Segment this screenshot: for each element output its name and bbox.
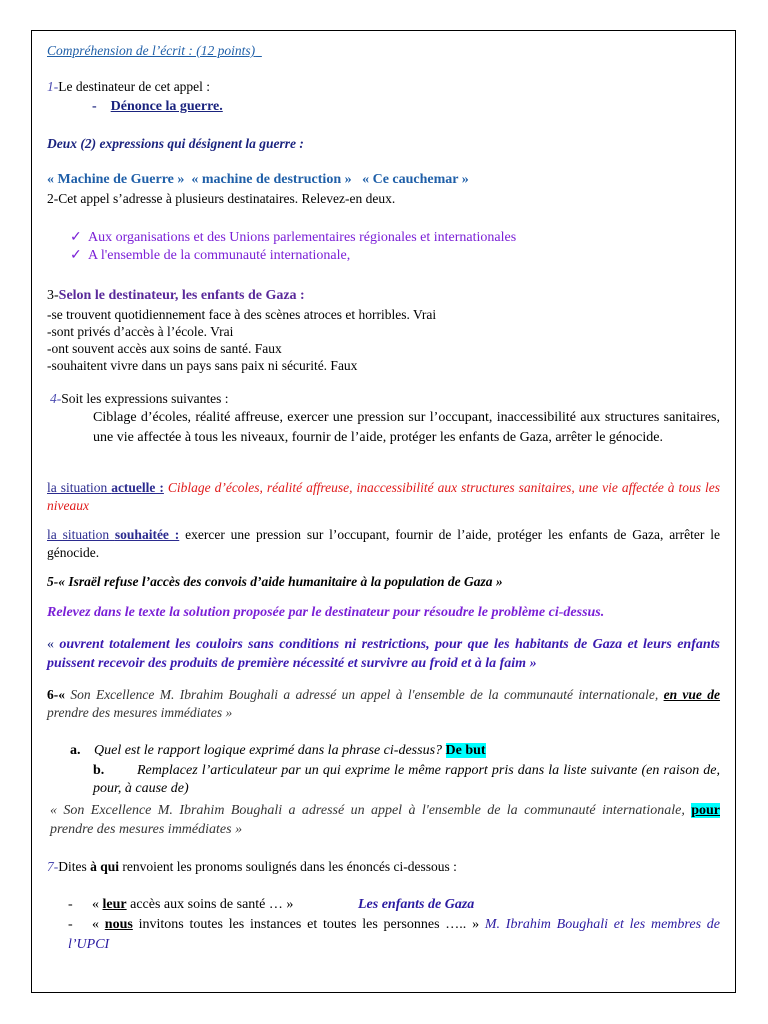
question-7-item-2-answer: M. Ibrahim Boughali et les membres de l’UPCI [68,917,721,952]
question-3-number: 3- [47,288,59,303]
question-7-keyword: à qui [90,859,120,874]
item-label-a: a. [70,743,81,758]
question-6b [93,762,720,798]
question-6-number: 6-« [47,687,65,702]
question-6a [70,742,486,760]
question-6a-text: Quel est le rapport logique exprimé dans la phrase ci-dessus? [94,743,446,758]
quote-open: « [47,637,60,652]
quote-open: « [92,897,103,912]
question-3-line-4: -souhaitent vivre dans un pays sans paix ni sécurité. Faux [47,358,358,373]
quote-part-1: Son Excellence M. Ibrahim Boughali a adressé un appel à l'ensemble de la communauté internationale, [65,687,664,702]
expression-2: « machine de destruction » [191,172,352,187]
question-1 [47,78,210,96]
question-7 [47,858,457,876]
answer-text: Dénonce la guerre. [110,99,223,114]
expressions-heading: Deux (2) expressions qui désignent la guerre : [47,136,304,151]
question-4-text: Soit les expressions suivantes : [61,391,229,406]
situation-actuelle-keyword: actuelle : [111,480,164,495]
quote-open: « [92,917,105,932]
question-7-item-1-answer: Les enfants de Gaza [358,897,475,912]
question-4 [50,390,229,408]
question-7-item-2 [68,915,720,954]
question-3-line-3: -ont souvent accès aux soins de santé. Faux [47,341,282,356]
question-5-instruction: Relevez dans le texte la solution proposée par le destinateur pour résoudre le problème ci-dessus. [47,605,605,620]
situation-souhaitee-text: exercer une pression sur l’occupant, fournir de l’aide, protéger les enfants de Gaza, arrêter le génocide. [47,527,720,560]
situation-souhaitee-label: la situation [47,527,115,542]
section-title: Compréhension de l’écrit : (12 points) [47,43,256,58]
question-7-text-2: renvoient les pronoms soulignés dans les énoncés ci-dessous : [119,859,457,874]
rewrite-part-1: « Son Excellence M. Ibrahim Boughali a adressé un appel à l'ensemble de la communauté internationale, [50,803,692,818]
question-4-number: 4- [50,391,62,406]
question-5-quote: « Israël refuse l’accès des convois d’aide humanitaire à la population de Gaza » [58,574,503,589]
question-1-number: 1- [47,79,59,94]
question-7-item-1 [68,896,293,914]
question-3-line-2: -sont privés d’accès à l’école. Vrai [47,324,234,339]
item-text: invitons toutes les instances et toutes les personnes ….. » [132,917,480,932]
situation-souhaitee [47,526,720,562]
pronoun-nous: nous [104,917,133,932]
bullet-dash: - [68,917,73,932]
pronoun-leur: leur [102,897,127,912]
situation-actuelle-text: Ciblage d’écoles, réalité affreuse, inaccessibilité aux structures sanitaires, une vie affectée à tous les niveaux [47,480,720,513]
question-6b-text: Remplacez l’articulateur par un qui exprime le même rapport pris dans la liste suivante (en raison de, pour, à cause de) [93,763,720,796]
answer-text: ouvrent totalement les couloirs sans conditions ni restrictions, pour que les habitants de Gaza et leurs enfants puissent recevoir des produits de première nécessité et survivre au froid et à la faim » [47,637,721,671]
question-6a-answer: De but [445,743,486,758]
question-1-answer [92,98,223,116]
situation-actuelle [47,479,720,514]
answer-text: Aux organisations et des Unions parlementaires régionales et internationales [88,230,517,245]
question-5-number: 5- [47,574,59,589]
rewrite-part-2: prendre des mesures immédiates » [50,822,243,837]
question-5-answer [47,635,720,673]
bullet-dash: - [92,99,97,114]
connector-underlined: en vue de [663,687,721,702]
question-3-line-1: -se trouvent quotidiennement face à des scènes atroces et horribles. Vrai [47,307,437,322]
item-label-b: b. [93,763,105,778]
checkmark-icon: ✓ [70,230,82,245]
item-text: accès aux soins de santé … » [126,897,294,912]
expression-1: « Machine de Guerre » [47,172,185,187]
question-4-paragraph: Ciblage d’écoles, réalité affreuse, exercer une pression sur l’occupant, inaccessibilité aux structures sanitaires, une vie affectée à tous les niveaux, fournir de l’aide, protéger les enfants de Gaza, arrêter le génocide. [93,410,720,445]
question-5 [47,573,503,591]
checkmark-icon: ✓ [70,248,82,263]
situation-souhaitee-keyword: souhaitée : [114,527,180,542]
question-2-answer-2 [70,247,350,265]
expression-3: « Ce cauchemar » [362,172,469,187]
question-6-quote [47,686,720,722]
bullet-dash: - [68,897,73,912]
question-2: 2-Cet appel s’adresse à plusieurs destinataires. Relevez-en deux. [47,191,396,206]
question-3-heading [47,287,305,305]
question-2-answer-1 [70,229,516,247]
quote-part-2: prendre des mesures immédiates » [47,705,233,720]
question-7-number: 7- [47,859,59,874]
situation-actuelle-label: la situation [47,480,112,495]
question-1-text: Le destinateur de cet appel : [58,79,211,94]
question-7-text-1: Dites [58,859,91,874]
question-3-heading-text: Selon le destinateur, les enfants de Gaza : [58,288,305,303]
rewrite-connector: pour [691,803,720,818]
answer-text: A l'ensemble de la communauté internationale, [88,248,351,263]
expressions-list [47,171,469,189]
question-6-rewrite [50,801,720,839]
